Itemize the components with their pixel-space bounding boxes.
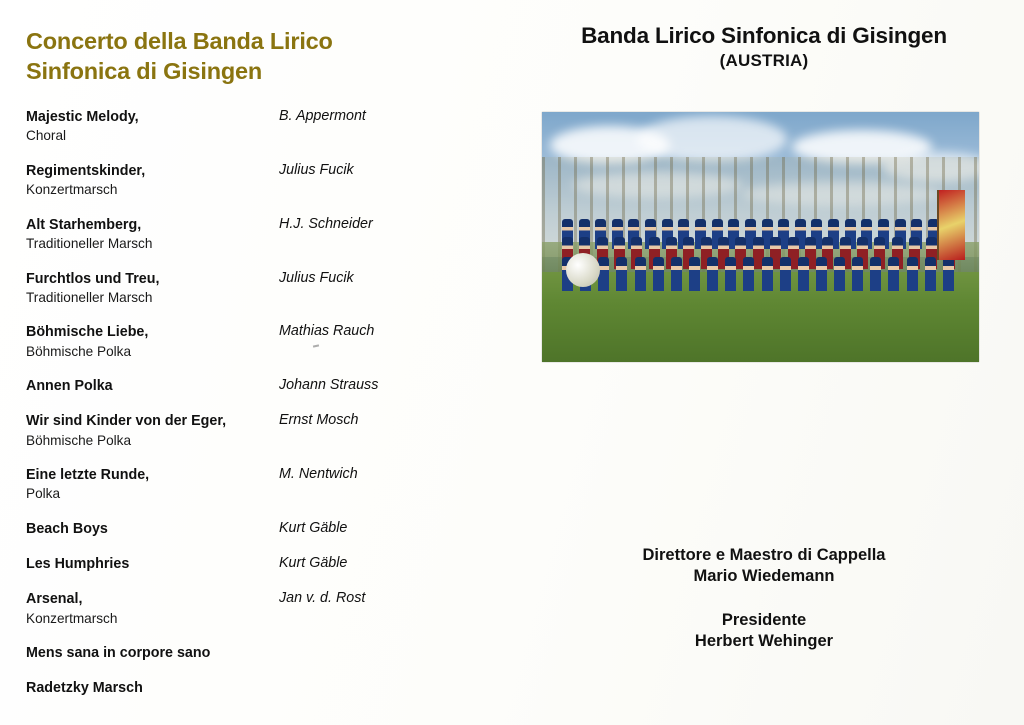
piece-title: Wir sind Kinder von der Eger, xyxy=(26,413,227,430)
band-member xyxy=(689,257,700,291)
band-member xyxy=(816,257,827,291)
band-member xyxy=(780,257,791,291)
piece-title: Mens sana in corpore sano xyxy=(26,645,211,662)
program-column xyxy=(26,26,466,715)
list-item xyxy=(26,520,466,538)
band-member xyxy=(888,257,899,291)
band-member xyxy=(834,257,845,291)
piece-composer: Julius Fucik xyxy=(279,161,354,178)
piece-subtitle: Konzertmarsch xyxy=(26,182,118,198)
list-item xyxy=(26,323,466,360)
piece-subtitle: Böhmische Polka xyxy=(26,432,132,448)
cloud xyxy=(637,116,787,162)
page-title: Concerto della Banda Lirico Sinfonica di Gisingen xyxy=(26,28,333,85)
conductor-role: Direttore e Maestro di Cappella xyxy=(642,546,886,564)
list-item xyxy=(26,270,466,307)
band-member xyxy=(707,257,718,291)
piece-title: Eine letzte Runde, xyxy=(26,467,150,484)
list-item xyxy=(26,162,466,199)
photo-illustration xyxy=(542,112,979,362)
piece-title: Regimentskinder, xyxy=(26,162,146,179)
list-item xyxy=(26,679,466,697)
piece-title: Annen Polka xyxy=(26,378,113,395)
piece-title: Beach Boys xyxy=(26,521,108,538)
piece-title: Arsenal, xyxy=(26,591,83,608)
list-item xyxy=(26,590,466,627)
list-item xyxy=(26,216,466,253)
band-members xyxy=(562,217,961,292)
band-member xyxy=(870,257,881,291)
band-heading xyxy=(520,22,1008,71)
program-list xyxy=(26,108,466,697)
piece-title: Alt Starhemberg, xyxy=(26,216,142,233)
tuba-bell xyxy=(566,253,600,287)
piece-composer: B. Appermont xyxy=(279,108,366,125)
band-member xyxy=(616,257,627,291)
president-name: Herbert Wehinger xyxy=(694,632,834,651)
piece-composer: Julius Fucik xyxy=(279,269,354,286)
piece-subtitle: Choral xyxy=(26,128,67,144)
piece-title: Böhmische Liebe, xyxy=(26,324,149,341)
band-member xyxy=(943,257,954,291)
band-photo xyxy=(542,112,979,362)
piece-composer: M. Nentwich xyxy=(279,466,358,483)
band-member xyxy=(725,257,736,291)
credits-block xyxy=(520,545,1008,653)
list-item xyxy=(26,466,466,503)
piece-subtitle: Böhmische Polka xyxy=(26,343,132,359)
piece-composer: Kurt Gäble xyxy=(279,520,348,537)
piece-composer: H.J. Schneider xyxy=(279,215,373,232)
band-name: Banda Lirico Sinfonica di Gisingen xyxy=(581,23,947,48)
list-item xyxy=(26,644,466,662)
band-member xyxy=(598,257,609,291)
piece-title: Radetzky Marsch xyxy=(26,680,143,697)
band-member xyxy=(907,257,918,291)
band-member xyxy=(925,257,936,291)
band-member xyxy=(635,257,646,291)
piece-title: Les Humphries xyxy=(26,556,130,573)
piece-subtitle: Traditioneller Marsch xyxy=(26,289,153,305)
band-member xyxy=(653,257,664,291)
band-country: (AUSTRIA) xyxy=(719,51,809,70)
list-item xyxy=(26,108,466,145)
list-item xyxy=(26,555,466,573)
president-role: Presidente xyxy=(721,610,807,629)
piece-composer: Mathias Rauch xyxy=(279,323,375,340)
piece-composer: Johann Strauss xyxy=(279,377,379,394)
band-member xyxy=(852,257,863,291)
piece-title: Furchtlos und Treu, xyxy=(26,270,160,287)
piece-subtitle: Traditioneller Marsch xyxy=(26,235,153,251)
piece-composer: Jan v. d. Rost xyxy=(279,590,366,607)
band-member xyxy=(743,257,754,291)
piece-title: Majestic Melody, xyxy=(26,109,139,126)
band-flag xyxy=(937,190,965,260)
piece-subtitle: Konzertmarsch xyxy=(26,610,118,626)
band-member xyxy=(798,257,809,291)
piece-composer: Kurt Gäble xyxy=(279,555,348,572)
band-member xyxy=(762,257,773,291)
piece-subtitle: Polka xyxy=(26,486,61,502)
list-item xyxy=(26,377,466,395)
conductor-name: Mario Wiedemann xyxy=(693,567,835,586)
band-member xyxy=(671,257,682,291)
list-item xyxy=(26,412,466,449)
piece-composer: Ernst Mosch xyxy=(279,412,359,429)
